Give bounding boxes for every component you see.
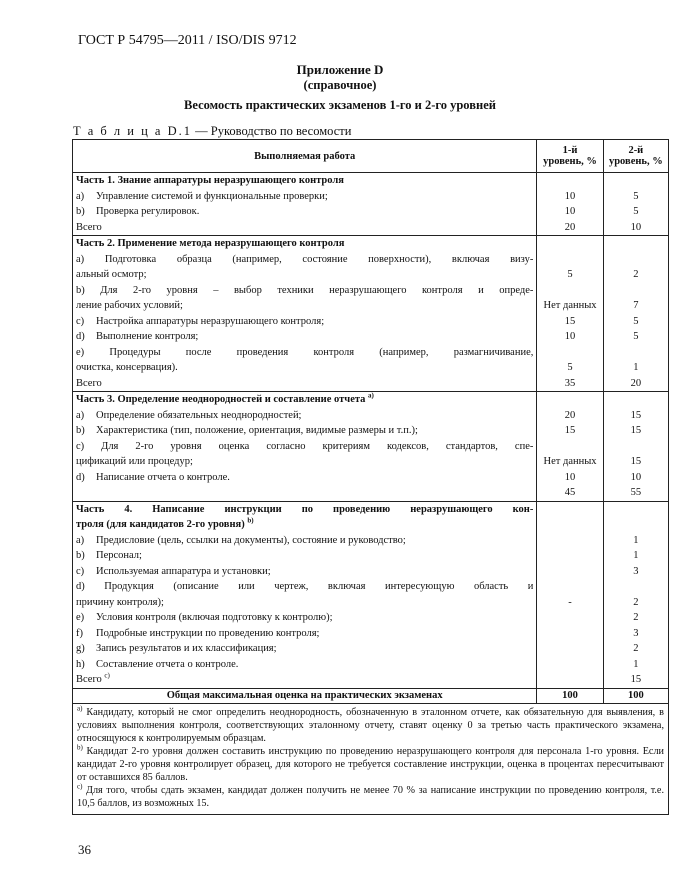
part4-title-line1: Часть 4. Написание инструкции по проведению неразрушающего кон- [76,503,534,515]
col-header-level2 [603,140,668,173]
overall-label: Общая максимальная оценка на практических экзаменах [73,688,537,703]
col-header-work: Выполняемая работа [73,140,537,173]
part4-item-d-line1: d) Продукция (описание или чертеж, включая интересующую область и [76,581,534,592]
item-key: h) [76,658,85,670]
part3-item-d [76,470,533,486]
total-value: 20 [564,221,576,233]
value: 3 [633,565,639,577]
item-text: Используемая аппаратура и установки; [96,565,271,577]
value: 5 [567,362,573,373]
weighting-table [72,139,669,815]
footnote-ref: c) [104,672,110,680]
part3-item-b [76,423,533,439]
level1-line2: уровень, % [543,156,597,167]
value: 10 [564,471,576,483]
footnote-text: Для того, чтобы сдать экзамен, кандидат должен получить не менее 70 % за написание инструкции по проведению контроля, т.е. 10,5 баллов, из возможных 15. [77,784,664,809]
footnote-text: Кандидат 2-го уровня должен составить инструкцию по проведению неразрушающего контроля для персонала 1-го уровня. Если кандидат 2-го уровня контролирует образец, для которого не требуется составление инструкции, оценка в процентах пересчитывают от оставшихся 85 баллов. [77,745,664,783]
value: 10 [564,331,576,342]
item-key: c) [76,315,85,327]
total-value: 15 [630,674,642,685]
part2-item-a-line2: альный осмотр; [76,269,147,280]
item-key: a) [76,190,85,202]
item-key: b) [76,550,85,561]
part3-title [76,392,533,408]
value: 5 [633,190,639,202]
item-key: f) [76,627,83,639]
level2-line1: 2-й [628,145,644,156]
part1-total-label: Всего [76,221,102,233]
part2-item-b-line1: b) Для 2-го уровня – выбор техники неразрушающего контроля и опреде- [76,284,534,296]
part4-item-e [76,610,533,626]
part1-work [73,173,537,236]
footnote-c [77,784,664,810]
part1-level2 [603,173,668,236]
item-text: Предисловие (цель, ссылки на документы), состояние и руководство; [96,534,406,546]
footnote-marker: a) [77,704,83,713]
footnotes [73,703,669,814]
item-text: Персонал; [96,550,142,561]
value: 20 [564,409,576,421]
item-key: g) [76,643,85,654]
part2-item-e-line1: e) Процедуры после проведения контроля (например, размагничивание, [76,346,534,358]
part2-total-label: Всего [76,377,102,389]
part2-item-c [76,314,533,330]
value: Нет данных [543,456,597,467]
value: Нет данных [543,300,597,311]
part4-title-line2 [76,517,533,533]
part3-work [73,392,537,502]
value: 5 [633,331,639,342]
value: 1 [633,362,639,373]
item-text: Запись результатов и их классификация; [96,643,277,654]
value: 1 [633,550,639,561]
item-key: b) [76,206,85,217]
footnote-ref: a) [368,392,374,400]
total-label-text: Всего [76,674,102,685]
part2-item-d [76,329,533,345]
value: 15 [630,425,642,436]
page-number: 36 [78,842,91,857]
item-key: a) [76,409,85,421]
part4-item-a [76,533,533,549]
part4-item-b [76,548,533,564]
part2-section [73,236,669,392]
overall-level1: 100 [537,688,603,703]
overall-level2: 100 [603,688,668,703]
value: 1 [633,658,639,670]
level2-line2: уровень, % [608,156,663,167]
caption-prefix: Т а б л и ц а D.1 [73,124,192,138]
value: 15 [630,456,642,467]
part4-item-d-line2: причину контроля); [76,596,164,608]
part4-title-text: троля (для кандидатов 2-го уровня) [76,519,245,530]
part1-title: Часть 1. Знание аппаратуры неразрушающего контроля [76,175,344,186]
value: 2 [633,643,639,654]
part2-item-e-line2: очистка, консервация). [76,362,178,373]
part1-section [73,173,669,236]
item-text: Определение обязательных неоднородностей; [96,409,302,421]
item-text: Написание отчета о контроле. [96,471,230,483]
part4-section [73,501,669,688]
part4-level2 [603,501,668,688]
document-header: ГОСТ Р 54795—2011 / ISO/DIS 9712 [78,33,297,48]
value: 10 [564,206,576,217]
value: 15 [564,425,576,436]
part3-level2 [603,392,668,502]
value: 3 [633,627,639,639]
total-value: 45 [564,487,576,498]
value: 5 [633,206,639,217]
footnotes-row [73,703,669,814]
total-value: 20 [630,377,642,389]
part3-title-text: Часть 3. Определение неоднородностей и составление отчета [76,394,366,405]
item-key: d) [76,331,85,342]
appendix-heading: Весомость практических экзаменов 1-го и 2-го уровней [184,98,496,112]
part3-section [73,392,669,502]
part2-level1 [537,236,603,392]
item-key: e) [76,612,85,623]
caption-text: — Руководство по весомости [192,124,352,138]
part3-item-a [76,408,533,424]
part4-item-c [76,564,533,580]
footnote-ref: b) [247,517,254,525]
item-key: c) [76,565,85,577]
footnote-marker: c) [77,782,83,791]
table-caption [73,124,351,139]
value: 5 [633,315,639,327]
value: 7 [633,300,639,311]
appendix-subtitle: (справочное) [303,78,377,92]
part2-item-b-line2: ление рабочих условий; [76,300,183,311]
col-header-level1 [537,140,603,173]
footnote-marker: b) [77,743,83,752]
part3-level1 [537,392,603,502]
footnote-b [77,745,664,784]
level1-line1: 1-й [562,145,578,156]
item-key: a) [76,534,85,546]
part1-item-b [76,204,533,220]
footnote-a [77,706,664,745]
value: 10 [630,471,642,483]
part2-work [73,236,537,392]
part4-item-g [76,641,533,657]
item-text: Характеристика (тип, положение, ориентация, видимые размеры и т.п.); [96,425,418,436]
appendix-title: Приложение D [296,62,384,77]
item-text: Выполнение контроля; [96,331,199,342]
part4-level1 [537,501,603,688]
value: 5 [567,269,573,280]
item-key: b) [76,425,85,436]
item-text: Проверка регулировок. [96,206,200,217]
value: - [568,596,572,608]
value: 2 [633,596,639,608]
part2-title: Часть 2. Применение метода неразрушающего контроля [76,238,345,249]
footnote-text: Кандидату, который не смог определить неоднородность, обозначенную в эталонном отчете, как обязательную для выявления, в условиях выполнения контроля, соответствующих эталонному отчету, ставят оценку 0 за третью часть практического экзамена, относящуюся к контролируемым образцам. [77,706,664,744]
total-value: 55 [630,487,642,498]
value: 15 [564,315,576,327]
item-text: Настройка аппаратуры неразрушающего контроля; [96,315,325,327]
value: 2 [633,269,639,280]
value: 2 [633,612,639,623]
part4-item-h [76,657,533,673]
total-value: 10 [630,221,642,233]
part4-total-label [76,672,533,688]
value: 10 [564,190,576,202]
item-text: Составление отчета о контроле. [96,658,239,670]
part3-item-c-line1: c) Для 2-го уровня оценка согласно критериям кодексов, стандартов, спе- [76,440,534,452]
total-value: 35 [564,377,576,389]
part1-item-a [76,189,533,205]
item-text: Управление системой и функциональные проверки; [96,190,328,202]
value: 1 [633,534,639,546]
item-text: Подробные инструкции по проведению контроля; [96,627,320,639]
part2-level2 [603,236,668,392]
item-key: d) [76,471,85,483]
value: 15 [630,409,642,421]
part4-work [73,501,537,688]
part1-level1 [537,173,603,236]
part3-item-c-line2: цификаций или процедур; [76,456,193,467]
item-text: Условия контроля (включая подготовку к контролю); [96,612,333,623]
overall-row [73,688,669,703]
part2-item-a-line1: a) Подготовка образца (например, состояние поверхности), включая визу- [76,253,534,265]
table-header-row [73,140,669,173]
part4-item-f [76,626,533,642]
